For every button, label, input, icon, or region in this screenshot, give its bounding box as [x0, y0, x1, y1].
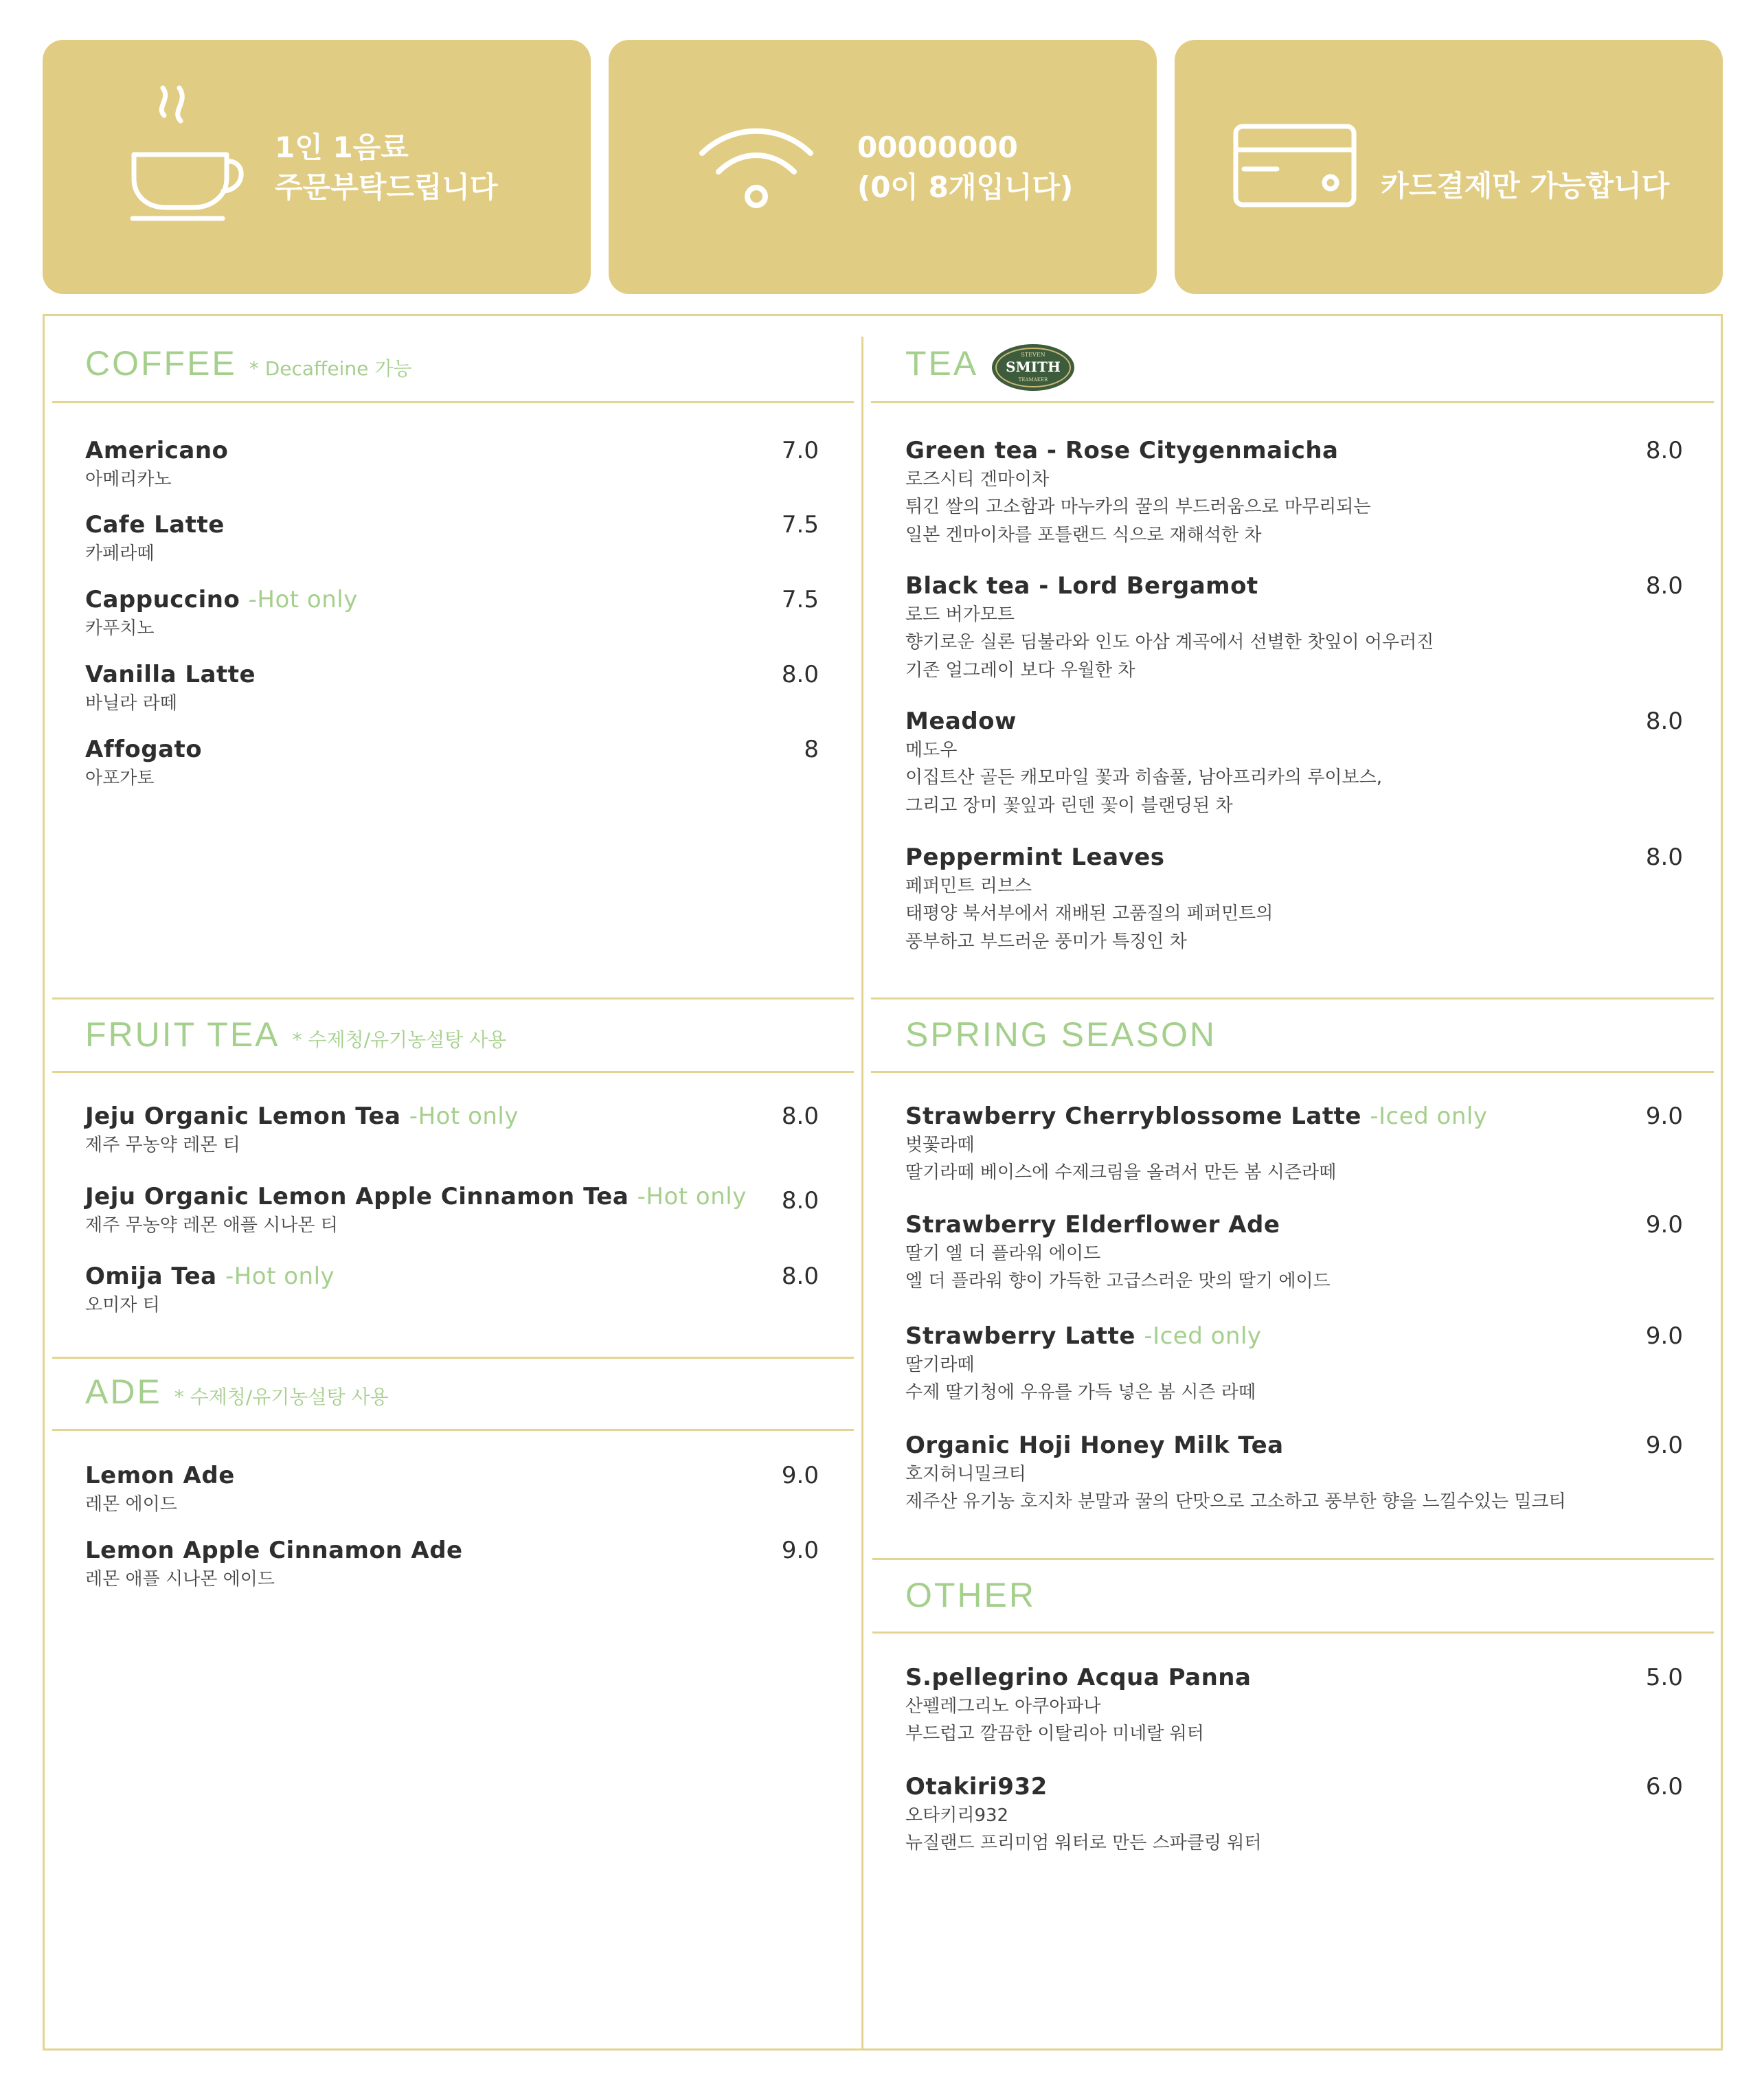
coffee-cup-icon — [128, 82, 249, 223]
menu-item-black-tea-lord-bergamot: Black tea - Lord Bergamot 로드 버가모트 향기로운 실론 딤불라와 인도 아삼 계곡에서 선별한 찻잎이 어우러진 기존 얼그레이 보다 우월한 차 8.0 — [905, 572, 1683, 681]
menu-item-meadow: Meadow 메도우 이집트산 골든 캐모마일 꽃과 히솝풀, 남아프리카의 루이보스, 그리고 장미 꽃잎과 린덴 꽃이 블랜딩된 차 8.0 — [905, 708, 1683, 816]
spring-section-title — [905, 1015, 1217, 1063]
price: 7.5 — [781, 511, 819, 539]
fruit-tea-title-rule — [52, 1071, 854, 1073]
fruit-tea-title: FRUIT TEA — [85, 1015, 280, 1054]
menu-item-cafe-latte: Cafe Latte 카페라떼 7.5 — [85, 511, 819, 564]
iced-only-tag: -Iced only — [1370, 1103, 1488, 1130]
menu-item-americano: Americano 아메리카노 7.0 — [85, 437, 819, 490]
fruit-tea-bottom-rule — [52, 1357, 854, 1359]
menu-item-jeju-lemon-tea: Jeju Organic Lemon Tea -Hot only 제주 무농약 레몬 티 8.0 — [85, 1103, 819, 1155]
logo-line2: SMITH — [1006, 359, 1061, 375]
coffee-note: * Decaffeine 가능 — [249, 357, 412, 380]
ade-note: * 수제청/유기농설탕 사용 — [174, 1386, 389, 1408]
menu-item-vanilla-latte: Vanilla Latte 바닐라 라떼 8.0 — [85, 661, 819, 714]
price: 9.0 — [1645, 1432, 1683, 1459]
price: 7.5 — [781, 586, 819, 613]
ade-title-rule — [52, 1429, 854, 1431]
payment-note: 카드결제만 가능합니다 — [1381, 169, 1670, 203]
tea-section-title — [905, 343, 1076, 392]
coffee-section-title — [85, 343, 411, 392]
wifi-password: 00000000 — [857, 131, 1018, 164]
price: 9.0 — [1645, 1322, 1683, 1350]
other-title: OTHER — [905, 1576, 1036, 1614]
wifi-banner — [609, 40, 1157, 294]
menu-item-otakiri932: Otakiri932 오타키리932 뉴질랜드 프리미엄 워터로 만든 스파클링 워터 6.0 — [905, 1773, 1683, 1853]
price: 9.0 — [1645, 1211, 1683, 1239]
hot-only-tag: -Hot only — [248, 586, 358, 613]
menu-item-jeju-lemon-apple-cinnamon-tea: Jeju Organic Lemon Apple Cinnamon Tea -Hot only 제주 무농약 레몬 애플 시나몬 티 8.0 — [85, 1183, 819, 1236]
price: 7.0 — [781, 437, 819, 464]
price: 8.0 — [781, 1187, 819, 1215]
other-section-title — [905, 1575, 1036, 1623]
hot-only-tag: -Hot only — [637, 1183, 747, 1210]
menu-item-omija-tea: Omija Tea -Hot only 오미자 티 8.0 — [85, 1263, 819, 1315]
price: 8.0 — [781, 1103, 819, 1130]
spring-bottom-rule — [872, 1558, 1714, 1560]
wifi-password-note: (0이 8개입니다) — [857, 170, 1074, 204]
coffee-bottom-rule — [52, 997, 854, 1000]
menu-item-affogato: Affogato 아포가토 8 — [85, 736, 819, 789]
fruit-tea-section-title — [85, 1015, 506, 1063]
price: 8.0 — [1645, 437, 1683, 464]
spring-title-rule — [871, 1071, 1714, 1073]
price: 9.0 — [781, 1462, 819, 1489]
other-title-rule — [872, 1631, 1714, 1634]
tea-bottom-rule — [871, 997, 1714, 1000]
menu-item-peppermint-leaves: Peppermint Leaves 페퍼민트 리브스 태평양 북서부에서 재배된 고품질의 페퍼민트의 풍부하고 부드러운 풍미가 특징인 차 8.0 — [905, 844, 1683, 952]
menu-item-strawberry-elderflower-ade: Strawberry Elderflower Ade 딸기 엘 더 플라워 에이드 엘 더 플라워 향이 가득한 고급스러운 맛의 딸기 에이드 9.0 — [905, 1211, 1683, 1291]
menu-item-lemon-ade: Lemon Ade 레몬 에이드 9.0 — [85, 1462, 819, 1515]
order-policy-banner — [43, 40, 591, 294]
price: 5.0 — [1645, 1664, 1683, 1691]
frame-left-rule — [43, 314, 45, 2051]
logo-line3: TEAMAKER — [1018, 377, 1048, 383]
price: 9.0 — [781, 1537, 819, 1564]
hot-only-tag: -Hot only — [409, 1103, 519, 1130]
frame-right-rule — [1721, 314, 1723, 2051]
tea-title-rule — [871, 401, 1714, 403]
fruit-tea-note: * 수제청/유기농설탕 사용 — [292, 1028, 507, 1051]
column-divider — [861, 337, 863, 2048]
coffee-title: COFFEE — [85, 344, 237, 383]
coffee-title-rule — [52, 401, 854, 403]
payment-banner — [1175, 40, 1723, 294]
iced-only-tag: -Iced only — [1144, 1322, 1262, 1350]
menu-item-green-tea-rose-citygenmaicha: Green tea - Rose Citygenmaicha 로즈시티 겐마이차 튀긴 쌀의 고소함과 마누카의 꿀의 부드러움으로 마무리되는 일본 겐마이차를 포틀랜드 식으로 재해석한 차 8.0 — [905, 437, 1683, 545]
ade-title: ADE — [85, 1373, 162, 1411]
price: 8 — [804, 736, 819, 763]
wifi-icon — [698, 122, 815, 212]
menu-item-strawberry-latte: Strawberry Latte -Iced only 딸기라떼 수제 딸기청에 우유를 가득 넣은 봄 시즌 라떼 9.0 — [905, 1322, 1683, 1403]
menu-item-cappuccino: Cappuccino -Hot only 카푸치노 7.5 — [85, 586, 819, 639]
ade-section-title — [85, 1372, 389, 1420]
price: 8.0 — [1645, 572, 1683, 600]
frame-top-rule — [43, 314, 1723, 316]
tea-title: TEA — [905, 344, 979, 383]
order-policy-line2: 주문부탁드립니다 — [275, 170, 498, 204]
menu-item-organic-hoji-honey-milk-tea: Organic Hoji Honey Milk Tea 호지허니밀크티 제주산 유기농 호지차 분말과 꿀의 단맛으로 고소하고 풍부한 향을 느낄수있는 밀크티 9.0 — [905, 1432, 1683, 1512]
order-policy-line1: 1인 1음료 — [275, 131, 409, 164]
credit-card-icon — [1233, 124, 1357, 207]
price: 8.0 — [1645, 708, 1683, 735]
price: 6.0 — [1645, 1773, 1683, 1800]
price: 9.0 — [1645, 1103, 1683, 1130]
frame-bottom-rule — [43, 2048, 1723, 2051]
logo-line1: STEVEN — [1021, 352, 1045, 358]
menu-item-lemon-apple-cinnamon-ade: Lemon Apple Cinnamon Ade 레몬 애플 시나몬 에이드 9.0 — [85, 1537, 819, 1590]
price: 8.0 — [1645, 844, 1683, 871]
price: 8.0 — [781, 1263, 819, 1290]
spring-title: SPRING SEASON — [905, 1015, 1217, 1054]
price: 8.0 — [781, 661, 819, 688]
menu-item-strawberry-cherryblossome-latte: Strawberry Cherryblossome Latte -Iced only 벚꽃라떼 딸기라떼 베이스에 수제크림을 올려서 만든 봄 시즌라떼 9.0 — [905, 1103, 1683, 1183]
hot-only-tag: -Hot only — [225, 1263, 335, 1290]
steven-smith-teamaker-logo — [991, 343, 1076, 392]
menu-item-s-pellegrino-acqua-panna: S.pellegrino Acqua Panna 산펠레그리노 아쿠아파나 부드럽고 깔끔한 이탈리아 미네랄 워터 5.0 — [905, 1664, 1683, 1744]
